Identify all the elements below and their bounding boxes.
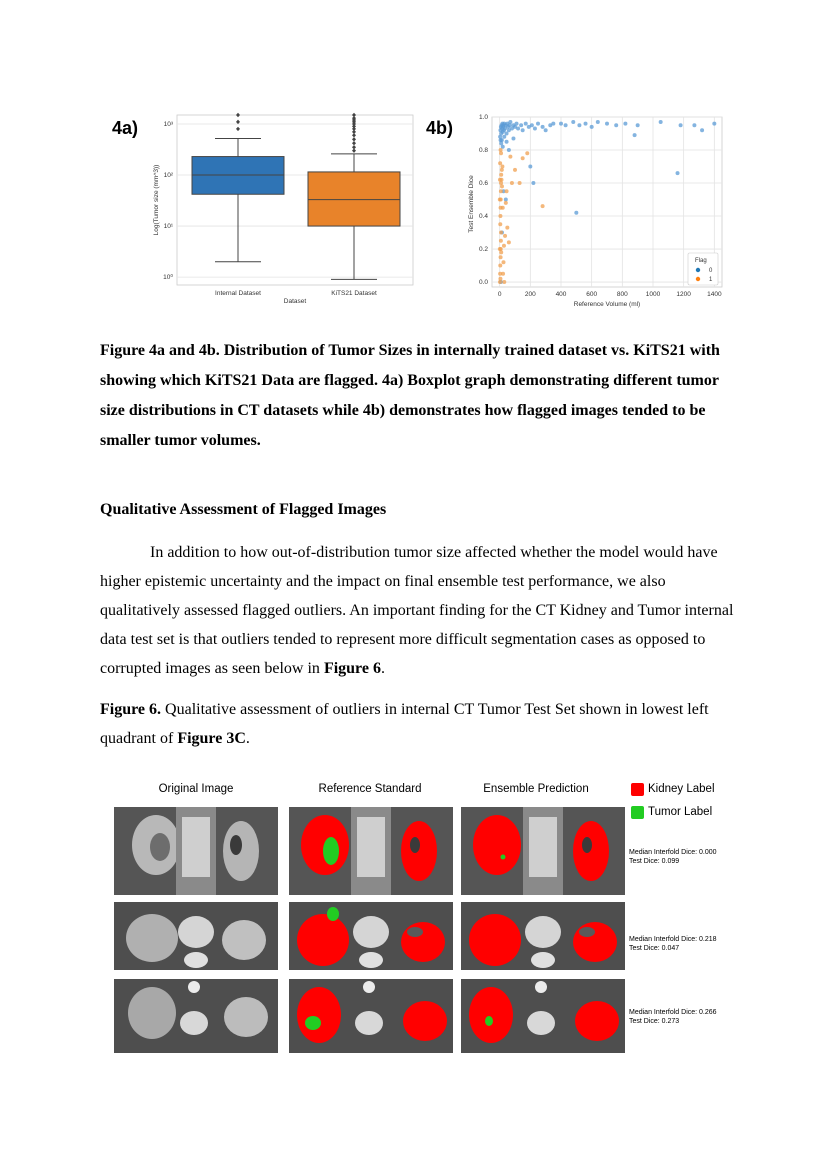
row1-test-dice: Test Dice: 0.099	[629, 858, 680, 865]
scatter-point-flag-1	[499, 255, 503, 259]
boxplot-outlier	[352, 137, 356, 141]
scatter-point-flag-1	[498, 161, 502, 165]
scatter-point-flag-0	[541, 125, 545, 129]
scatter-point-flag-0	[559, 122, 563, 126]
scatter-point-flag-1	[498, 277, 502, 281]
scatter-point-flag-1	[498, 222, 502, 226]
scatter-legend-marker-1	[696, 277, 700, 281]
scatter-point-flag-0	[659, 120, 663, 124]
scatter-ytick: 0.8	[478, 147, 488, 155]
scatter-point-flag-1	[504, 201, 508, 205]
scatter-point-flag-1	[513, 168, 517, 172]
scatter-point-flag-0	[676, 171, 680, 175]
scatter-ytick: 0.2	[478, 246, 488, 254]
scatter-point-flag-1	[500, 165, 504, 169]
scatter-xtick: 1200	[676, 291, 691, 298]
scatter-point-flag-0	[679, 123, 683, 127]
scatter-point-flag-0	[700, 128, 704, 132]
scatter-point-flag-1	[502, 260, 506, 264]
scatter-xtick: 0	[497, 291, 502, 298]
scatter-point-flag-0	[505, 132, 509, 136]
scatter-point-flag-1	[499, 231, 503, 235]
scatter-ylabel: Test Ensemble Dice	[468, 175, 475, 233]
scatter-point-flag-0	[516, 127, 520, 131]
scatter-point-flag-0	[505, 140, 509, 144]
kidney-legend-swatch	[631, 783, 644, 796]
column-title-reference: Reference Standard	[318, 783, 422, 795]
boxplot-ytick: 10²	[163, 172, 173, 180]
scatter-point-flag-0	[508, 123, 512, 127]
scatter-point-flag-0	[524, 122, 528, 126]
scatter-point-flag-0	[571, 120, 575, 124]
scatter-chart	[462, 112, 727, 312]
ct-image-row1-original	[114, 807, 278, 895]
scatter-point-flag-0	[614, 123, 618, 127]
kidney-legend-label: Kidney Label	[648, 783, 715, 795]
boxplot-outlier	[352, 113, 356, 117]
scatter-legend-marker-0	[696, 268, 700, 272]
boxplot-outlier	[236, 127, 240, 131]
scatter-point-flag-0	[528, 165, 532, 169]
boxplot-tick-kits21: KiTS21 Dataset	[331, 290, 377, 297]
scatter-xtick: 800	[616, 291, 628, 298]
scatter-point-flag-1	[498, 198, 502, 202]
row1-interfold-dice: Median Interfold Dice: 0.000	[629, 849, 717, 856]
scatter-point-flag-1	[521, 156, 525, 160]
scatter-ytick: 0.6	[478, 180, 488, 188]
panel-4a-label: 4a)	[112, 118, 139, 138]
scatter-point-flag-0	[584, 122, 588, 126]
scatter-point-flag-1	[498, 264, 502, 268]
ct-image-row2-original	[114, 902, 278, 970]
ct-image-row1-reference	[289, 807, 453, 895]
scatter-point-flag-0	[533, 127, 537, 131]
scatter-point-flag-0	[633, 133, 637, 137]
scatter-point-flag-0	[605, 122, 609, 126]
scatter-point-flag-1	[525, 151, 529, 155]
scatter-point-flag-1	[502, 280, 506, 284]
scatter-point-flag-1	[502, 244, 506, 248]
scatter-point-flag-0	[531, 181, 535, 185]
scatter-point-flag-0	[551, 122, 555, 126]
boxplot-outlier	[352, 141, 356, 145]
row3-interfold-dice: Median Interfold Dice: 0.266	[629, 1009, 717, 1016]
scatter-point-flag-0	[596, 120, 600, 124]
row1-metrics	[629, 848, 717, 866]
scatter-point-flag-0	[500, 138, 504, 142]
scatter-point-flag-1	[499, 173, 503, 177]
scatter-point-flag-1	[503, 234, 507, 238]
boxplot-ylabel: Log(Tumor size (mm^3))	[153, 164, 160, 236]
scatter-point-flag-1	[505, 189, 509, 193]
scatter-ytick: 1.0	[478, 114, 488, 121]
figure-6-caption-text: Qualitative assessment of outliers in internal CT Tumor Test Set shown in lowest left quadrant of	[100, 701, 709, 747]
scatter-point-flag-0	[511, 136, 515, 140]
scatter-xtick: 400	[555, 291, 567, 298]
scatter-xlabel: Reference Volume (ml)	[573, 301, 641, 308]
boxplot-chart	[145, 110, 420, 310]
panel-4b-label: 4b)	[426, 118, 453, 138]
ct-image-row3-reference	[289, 979, 453, 1053]
ct-image-row2-ensemble	[461, 902, 625, 970]
ct-image-row3-original	[114, 979, 278, 1053]
figure-6-caption	[100, 695, 740, 753]
scatter-legend-entry-1: 1	[709, 277, 713, 283]
scatter-point-flag-1	[501, 206, 505, 210]
row2-metrics	[629, 935, 717, 953]
scatter-point-flag-1	[498, 247, 502, 251]
scatter-ytick: 0.0	[478, 279, 488, 287]
figure-3c-reference: Figure 3C	[177, 730, 246, 747]
scatter-point-flag-0	[519, 123, 523, 127]
scatter-plot-area	[492, 117, 722, 287]
figure-6-label: Figure 6.	[100, 701, 162, 718]
scatter-point-flag-0	[508, 120, 512, 124]
paragraph-end: .	[380, 660, 385, 677]
scatter-legend-entry-0: 0	[709, 268, 713, 274]
scatter-xtick: 1000	[645, 291, 661, 298]
ct-image-row3-ensemble	[461, 979, 625, 1053]
figure-6-reference: Figure 6	[323, 660, 381, 677]
boxplot-outlier	[236, 113, 240, 117]
scatter-point-flag-1	[499, 151, 503, 155]
scatter-point-flag-1	[505, 226, 509, 230]
scatter-point-flag-0	[544, 128, 548, 132]
boxplot-tick-internal: Internal Dataset	[215, 290, 261, 297]
scatter-point-flag-1	[507, 240, 511, 244]
scatter-legend-title: Flag	[695, 258, 707, 264]
scatter-point-flag-0	[530, 123, 534, 127]
tumor-legend-swatch	[631, 806, 644, 819]
figure-4-caption: Figure 4a and 4b. Distribution of Tumor Sizes in internally trained dataset vs. KiTS21 with showing which KiTS21 Data are flagged. 4a) Boxplot graph demonstrating different tumor size distributions in CT datasets while 4b) demonstrates how flagged images tended to be smaller tumor volumes.	[100, 342, 720, 449]
boxplot-xlabel: Dataset	[283, 298, 307, 305]
scatter-point-flag-0	[521, 128, 525, 132]
scatter-point-flag-0	[623, 122, 627, 126]
scatter-point-flag-1	[500, 184, 504, 188]
scatter-point-flag-0	[502, 135, 506, 139]
scatter-point-flag-0	[712, 122, 716, 126]
boxplot-outlier	[352, 145, 356, 149]
scatter-xtick: 600	[586, 291, 598, 298]
section-heading: Qualitative Assessment of Flagged Images	[100, 501, 387, 518]
ct-image-row1-ensemble	[461, 807, 625, 895]
boxplot-outlier	[236, 120, 240, 124]
scatter-point-flag-0	[536, 122, 540, 126]
row2-test-dice: Test Dice: 0.047	[629, 945, 680, 952]
scatter-ytick: 0.4	[478, 213, 488, 221]
scatter-point-flag-0	[507, 148, 511, 152]
scatter-point-flag-1	[499, 239, 503, 243]
boxplot-box	[308, 172, 400, 226]
column-title-original: Original Image	[158, 783, 234, 795]
row2-interfold-dice: Median Interfold Dice: 0.218	[629, 936, 717, 943]
scatter-xtick: 1400	[707, 291, 722, 298]
column-title-ensemble: Ensemble Prediction	[483, 783, 589, 795]
scatter-point-flag-1	[510, 181, 514, 185]
tumor-legend-label: Tumor Label	[648, 806, 713, 818]
boxplot-ytick: 10³	[163, 120, 173, 128]
scatter-point-flag-1	[498, 178, 502, 182]
section-paragraph	[100, 538, 740, 683]
row3-test-dice: Test Dice: 0.273	[629, 1018, 680, 1025]
scatter-point-flag-1	[498, 214, 502, 218]
scatter-point-flag-0	[574, 211, 578, 215]
figure-6-caption-end: .	[245, 730, 250, 747]
paragraph-text: In addition to how out-of-distribution tumor size affected whether the model would have higher epistemic uncertainty and the impact on final ensemble test performance, we also qualitatively assessed flagged outliers. An important finding for the CT Kidney and Tumor internal data test set is that outliers tended to represent more difficult segmentation cases as opposed to corrupted images as seen below in	[100, 544, 734, 677]
scatter-point-flag-0	[636, 123, 640, 127]
scatter-point-flag-0	[515, 122, 519, 126]
scatter-xtick: 200	[524, 291, 536, 298]
scatter-point-flag-0	[501, 145, 505, 149]
scatter-point-flag-0	[577, 123, 581, 127]
boxplot-ytick: 10⁰	[163, 274, 173, 282]
scatter-point-flag-1	[501, 272, 505, 276]
scatter-point-flag-0	[692, 123, 696, 127]
scatter-point-flag-1	[541, 204, 545, 208]
boxplot-ytick: 10¹	[163, 223, 173, 231]
scatter-point-flag-0	[590, 125, 594, 129]
scatter-point-flag-1	[499, 189, 503, 193]
ct-image-row2-reference	[289, 902, 453, 970]
scatter-point-flag-0	[564, 123, 568, 127]
scatter-point-flag-1	[518, 181, 522, 185]
row3-metrics	[629, 1008, 717, 1026]
scatter-point-flag-1	[508, 155, 512, 159]
